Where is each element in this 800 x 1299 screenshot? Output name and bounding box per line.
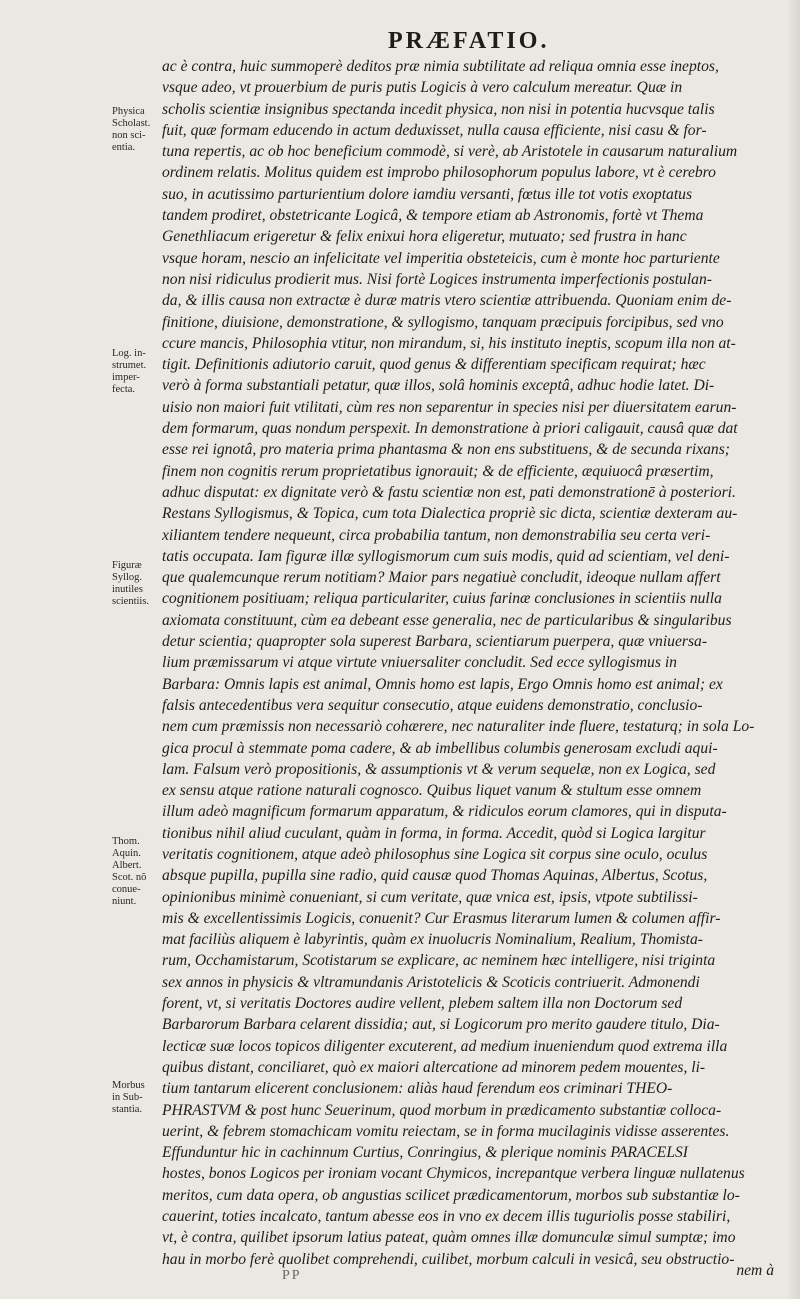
- text-line: tium tantarum elicerent conclusionem: aliàs haud ferendum eos criminari THEO-: [162, 1080, 673, 1098]
- text-line: fuit, quæ formam educendo in actum deduxisset, nulla causa efficiente, nisi casu & for-: [162, 121, 707, 139]
- text-line: mat faciliùs aliquem è labyrintis, quàm ex inuolucris Nominalium, Realium, Thomista-: [162, 931, 703, 949]
- text-line: tigit. Definitionis adiutorio caruit, quod genus & differentiam specificam requirat; hæc: [162, 356, 706, 374]
- text-line: nem cum præmissis non necessariò cohærere, nec naturaliter inde fluere, testaturq; in sola Lo-: [162, 718, 755, 736]
- text-line: mis & excellentissimis Logicis, conuenit? Cur Erasmus literarum lumen & columen affir-: [162, 909, 721, 927]
- text-line: vsque adeo, vt prouerbium de puris putis Logicis à vero calculum mereatur. Quæ in: [162, 79, 683, 97]
- margin-note-physica: [112, 106, 164, 154]
- text-line: tatis occupata. Iam figuræ illæ syllogismorum cum suis modis, quid ad scientiam, vel deni-: [162, 547, 730, 565]
- text-line: hau in morbo ferè quolibet comprehendi, cuilibet, morbum calculi in vesicâ, seu obstructio-: [162, 1250, 735, 1268]
- margin-note-line: fecta.: [112, 384, 136, 395]
- text-line: finem non cognitis rerum proprietatibus ignorauit; & de efficiente, æquiuocâ præsertim,: [162, 462, 714, 480]
- text-line: uisio non maiori fuit vtilitati, cùm res non separentur in species nisi per diuersitatem earun-: [162, 398, 737, 416]
- margin-note-line: Aquin.: [112, 848, 141, 859]
- text-line: uerint, & febrem stomachicam vomitu reiectam, se in forma mucilaginis vidisse asserentes.: [162, 1122, 730, 1140]
- text-line: lium præmissarum vi atque virtute vniuersaliter concludit. Sed ecce syllogismus in: [162, 654, 677, 672]
- text-line: veritatis cognitionem, atque adeò philosophus sine Logica sit corpus sine oculo, oculus: [162, 845, 708, 863]
- text-line: ordinem relatis. Molitus quidem est improbo philosophorum populus labore, vt è cerebro: [162, 164, 716, 182]
- text-line: ac è contra, huic summoperè deditos præ nimia subtilitate ad reliqua omnia esse ineptos,: [162, 58, 719, 75]
- text-line: Barbara: Omnis lapis est animal, Omnis homo est lapis, Ergo Omnis homo est animal; ex: [162, 675, 723, 693]
- page-edge-shadow: [786, 0, 800, 1299]
- text-line: Genethliacum erigeretur & felix enixui hora eligeretur, mutuato; sed frustra in hanc: [162, 228, 687, 246]
- body-text: [162, 56, 774, 1270]
- text-line: tuna repertis, ac ob hoc beneficium commodè, si verè, ab Aristotele in causarum naturalium: [162, 143, 738, 161]
- text-line: hostes, bonos Logicos per ironiam vocant Chymicos, increpantque verbera linguæ nullatenus: [162, 1165, 745, 1183]
- text-line: Barbarorum Barbara celarent dissidia; aut, si Logicorum pro merito gaudere titulo, Dia-: [162, 1016, 720, 1034]
- text-line: opinionibus minimè conueniant, si cum veritate, quæ vnica est, ipsis, vtpote subtilissi-: [162, 888, 698, 906]
- text-line: xiliantem tendere nequeunt, circa probabilia tantum, non demonstrabilia seu certa veri-: [162, 526, 711, 544]
- text-line: meritos, cum data opera, ob angustias scilicet prædicamentorum, morbos sub substantiæ lo-: [162, 1186, 740, 1204]
- margin-note-line: Syllog.: [112, 572, 143, 583]
- text-line: que qualemcunque rerum notitiam? Maior pars negatiuè concludit, ideoque nullam affert: [162, 569, 721, 587]
- margin-note-line: niunt.: [112, 896, 137, 907]
- text-line: PHRASTVM & post hunc Seuerinum, quod morbum in prædicamento substantiæ colloca-: [162, 1101, 722, 1119]
- margin-note-line: Morbus: [112, 1080, 145, 1091]
- text-line: vt, è contra, quilibet ipsorum latius pateat, quàm omnes illæ domunculæ simul sumptæ; imo: [162, 1229, 736, 1247]
- text-line: quibus distant, conciliaret, quò ex maiori altercatione ad minorem pedem mouentes, li-: [162, 1058, 706, 1076]
- text-line: tandem prodiret, obstetricante Logicâ, & tempore etiam ab Astronomis, fortè vt Thema: [162, 207, 704, 225]
- text-line: ex sensu atque ratione naturali cognosco. Quibus liquet vanum & stultum esse omnem: [162, 782, 702, 800]
- margin-note-line: Physica: [112, 106, 145, 117]
- text-line: rum, Occhamistarum, Scotistarum se explicare, ac neminem hæc intelligere, nisi triginta: [162, 952, 716, 970]
- text-line: adhuc disputat: ex dignitate verò & fastu scientiæ non est, pati demonstrationē à posteriori.: [162, 483, 736, 501]
- text-line: cauerint, toties incalcato, tantum abesse eos in vno ex decem illis tuguriolis posse stabiliri,: [162, 1208, 731, 1226]
- margin-note-line: Scot. nõ: [112, 872, 147, 883]
- margin-note-line: scientiis.: [112, 596, 150, 607]
- text-line: vsque horam, nescio an infelicitate vel imperitia obsteteicis, cum è monte hoc parturiente: [162, 249, 720, 267]
- margin-note-morbus: [112, 1080, 164, 1116]
- signature-mark: PP: [282, 1268, 302, 1283]
- text-line: lecticæ suæ locos topicos diligenter excuterent, ad medium inueniendum quod extrema illa: [162, 1037, 728, 1055]
- margin-note-line: conue-: [112, 884, 141, 895]
- margin-note-line: inutiles: [112, 584, 143, 595]
- text-line: falsis antecedentibus vera sequitur consecutio, atque euidens demonstratio, conclusio-: [162, 696, 703, 714]
- text-line: non nisi ridiculus prodierit mus. Nisi fortè Logices instrumenta imperfectionis postulan-: [162, 270, 712, 288]
- text-line: lam. Falsum verò propositionis, & assumptionis vt & verum sequelæ, non ex Logica, sed: [162, 760, 716, 778]
- text-line: sex annos in physicis & vltramundanis Aristotelicis & Scoticis contriuerit. Admonendi: [162, 973, 700, 991]
- margin-note-logica: [112, 348, 164, 396]
- margin-note-line: Figuræ: [112, 560, 142, 571]
- text-line: esse rei ignotâ, pro materia prima phantasma & non ens substituens, & de secunda rixans;: [162, 441, 730, 459]
- text-line: suo, in acutissimo parturientium dolore iamdiu versanti, fœtus ille tot votis exoptatus: [162, 185, 693, 203]
- page-title: PRÆFATIO.: [388, 28, 550, 54]
- text-line: tionibus nihil aliud cuculant, quàm in forma, in forma. Accedit, quòd si Logica largitur: [162, 824, 706, 842]
- text-line: gica procul à stemmate poma cadere, & ab imbellibus columbis generosam excludi aqui-: [162, 739, 718, 757]
- text-line: absque pupilla, pupilla sine radio, quid causæ quod Thomas Aquinas, Albertus, Scotus,: [162, 867, 708, 885]
- text-line: axiomata constituunt, cùm ea debeant esse generalia, nec de particularibus & singularibus: [162, 611, 732, 629]
- margin-note-line: entia.: [112, 142, 136, 153]
- text-line: scholis scientiæ insignibus spectanda incedit physica, non nisi in potentia hucvsque talis: [162, 100, 715, 118]
- margin-note-line: Thom.: [112, 836, 140, 847]
- text-line: ccure mancis, Philosophia vtitur, non mirandum, si, his instituto ineptis, scopum illa non at-: [162, 334, 736, 352]
- catchword: nem à: [736, 1262, 774, 1279]
- text-line: Effunduntur hic in cachinnum Curtius, Conringius, & plerique nominis PARACELSI: [162, 1144, 688, 1162]
- text-line: Restans Syllogismus, & Topica, cum tota Dialectica propriè sic dicta, scientiæ dexteram au-: [162, 505, 738, 523]
- margin-note-line: imper-: [112, 372, 140, 383]
- margin-note-thomas: [112, 836, 164, 908]
- margin-note-figurae: [112, 560, 164, 608]
- text-line: detur scientia; quapropter sola superest Barbara, scientiarum puerpera, quæ vniuersa-: [162, 633, 708, 651]
- text-line: forent, vt, si veritatis Doctores audire vellent, plebem saltem illa non Doctorum sed: [162, 995, 683, 1013]
- text-line: cognitionem positiuam; reliqua particulariter, cuius farinæ conclusiones in scientiis nulla: [162, 590, 722, 608]
- text-line: dem formarum, quas nondum perspexit. In demonstratione à priori caligauit, causâ quæ dat: [162, 420, 738, 438]
- margin-note-line: strumet.: [112, 360, 147, 371]
- margin-note-line: stantia.: [112, 1104, 143, 1115]
- text-line: da, & illis causa non extractæ è duræ matris vtero scientiæ attribuenda. Quoniam enim de-: [162, 292, 732, 310]
- margin-note-line: Albert.: [112, 860, 142, 871]
- margin-note-line: Scholast.: [112, 118, 151, 129]
- text-line: finitione, diuisione, demonstratione, & syllogismo, tanquam præcipuis forcipibus, sed vno: [162, 313, 724, 331]
- margin-note-line: in Sub-: [112, 1092, 143, 1103]
- margin-note-line: non sci-: [112, 130, 146, 141]
- text-line: verò à forma substantiali petatur, quæ illos, solâ hominis exceptâ, adhuc hodie latet. Di-: [162, 377, 715, 395]
- text-line: illum adeò magnificum formarum apparatum, & ridiculos eorum clamores, qui in disputa-: [162, 803, 727, 821]
- margin-note-line: Log. in-: [112, 348, 146, 359]
